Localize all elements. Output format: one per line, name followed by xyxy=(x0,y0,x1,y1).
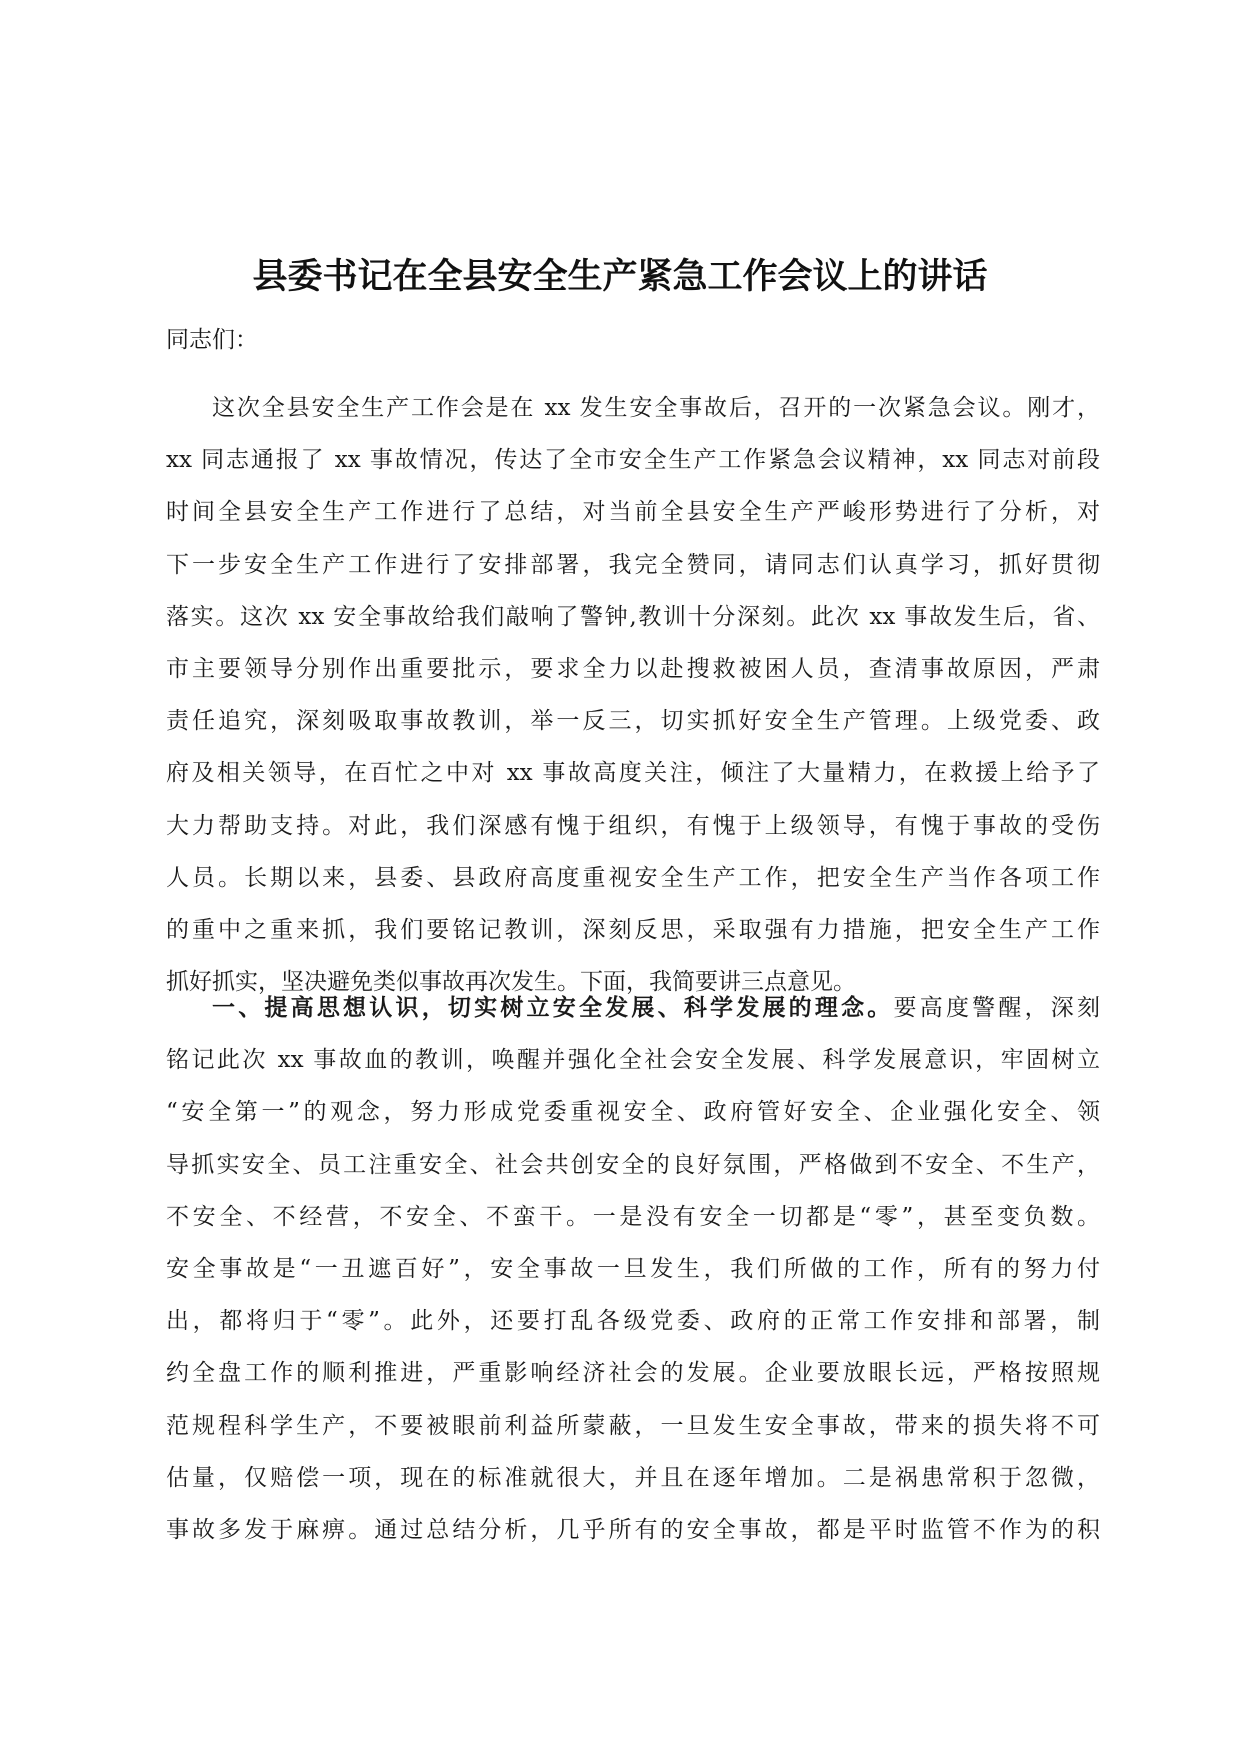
paragraph-line: 不安全、不经营，不安全、不蛮干。一是没有安全一切都是“零”，甚至变负数。 xyxy=(166,1203,1100,1230)
paragraph-line: 导抓实安全、员工注重安全、社会共创安全的良好氛围，严格做到不安全、不生产， xyxy=(166,1151,1100,1178)
paragraph-line: 时间全县安全生产工作进行了总结，对当前全县安全生产严峻形势进行了分析，对 xyxy=(166,499,1100,526)
paragraph-line: 市主要领导分别作出重要批示，要求全力以赴搜救被困人员，查清事故原因，严肃 xyxy=(166,655,1100,682)
paragraph-line: xx 同志通报了 xx 事故情况，传达了全市安全生产工作紧急会议精神，xx 同志对前段 xyxy=(166,447,1100,474)
paragraph-line: 抓好抓实，坚决避免类似事故再次发生。下面，我简要讲三点意见。 xyxy=(166,969,856,996)
paragraph-line: 事故多发于麻痹。通过总结分析，几乎所有的安全事故，都是平时监管不作为的积 xyxy=(166,1516,1100,1543)
paragraph-line: 安全事故是“一丑遮百好”，安全事故一旦发生，我们所做的工作，所有的努力付 xyxy=(166,1255,1100,1282)
paragraph-line: 责任追究，深刻吸取事故教训，举一反三，切实抓好安全生产管理。上级党委、政 xyxy=(166,708,1100,735)
paragraph-line: 估量，仅赔偿一项，现在的标准就很大，并且在逐年增加。二是祸患常积于忽微， xyxy=(166,1464,1100,1491)
paragraph-line: 约全盘工作的顺利推进，严重影响经济社会的发展。企业要放眼长远，严格按照规 xyxy=(166,1360,1100,1387)
paragraph-line: 出，都将归于“零”。此外，还要打乱各级党委、政府的正常工作安排和部署，制 xyxy=(166,1308,1100,1335)
paragraph-line: 铭记此次 xx 事故血的教训，唤醒并强化全社会安全发展、科学发展意识，牢固树立 xyxy=(166,1047,1100,1074)
section-heading: 一、提高思想认识，切实树立安全发展、科学发展的理念。 xyxy=(212,994,894,1021)
salutation: 同志们： xyxy=(166,327,258,353)
paragraph-first-line xyxy=(166,982,1100,1034)
paragraph-line: 范规程科学生产，不要被眼前利益所蒙蔽，一旦发生安全事故，带来的损失将不可 xyxy=(166,1412,1100,1439)
paragraph-text: 要高度警醒，深刻 xyxy=(893,995,1101,1021)
paragraph-intro xyxy=(166,382,1100,1008)
paragraph-line: 人员。长期以来，县委、县政府高度重视安全生产工作，把安全生产当作各项工作 xyxy=(166,864,1100,891)
paragraph-line: 的重中之重来抓，我们要铭记教训，深刻反思，采取强有力措施，把安全生产工作 xyxy=(166,916,1100,943)
document-title: 县委书记在全县安全生产紧急工作会议上的讲话 xyxy=(252,257,988,297)
paragraph-line: “安全第一”的观念，努力形成党委重视安全、政府管好安全、企业强化安全、领 xyxy=(166,1099,1100,1126)
paragraph-line: 大力帮助支持。对此，我们深感有愧于组织，有愧于上级领导，有愧于事故的受伤 xyxy=(166,812,1100,839)
paragraph-line: 下一步安全生产工作进行了安排部署，我完全赞同，请同志们认真学习，抓好贯彻 xyxy=(166,551,1100,578)
paragraph-line: 落实。这次 xx 安全事故给我们敲响了警钟,教训十分深刻。此次 xx 事故发生后，省、 xyxy=(166,603,1100,630)
paragraph-point-one xyxy=(166,982,1100,1556)
paragraph-line: 这次全县安全生产工作会是在 xx 发生安全事故后，召开的一次紧急会议。刚才， xyxy=(212,395,1100,421)
paragraph-line: 府及相关领导，在百忙之中对 xx 事故高度关注，倾注了大量精力，在救援上给予了 xyxy=(166,760,1100,787)
